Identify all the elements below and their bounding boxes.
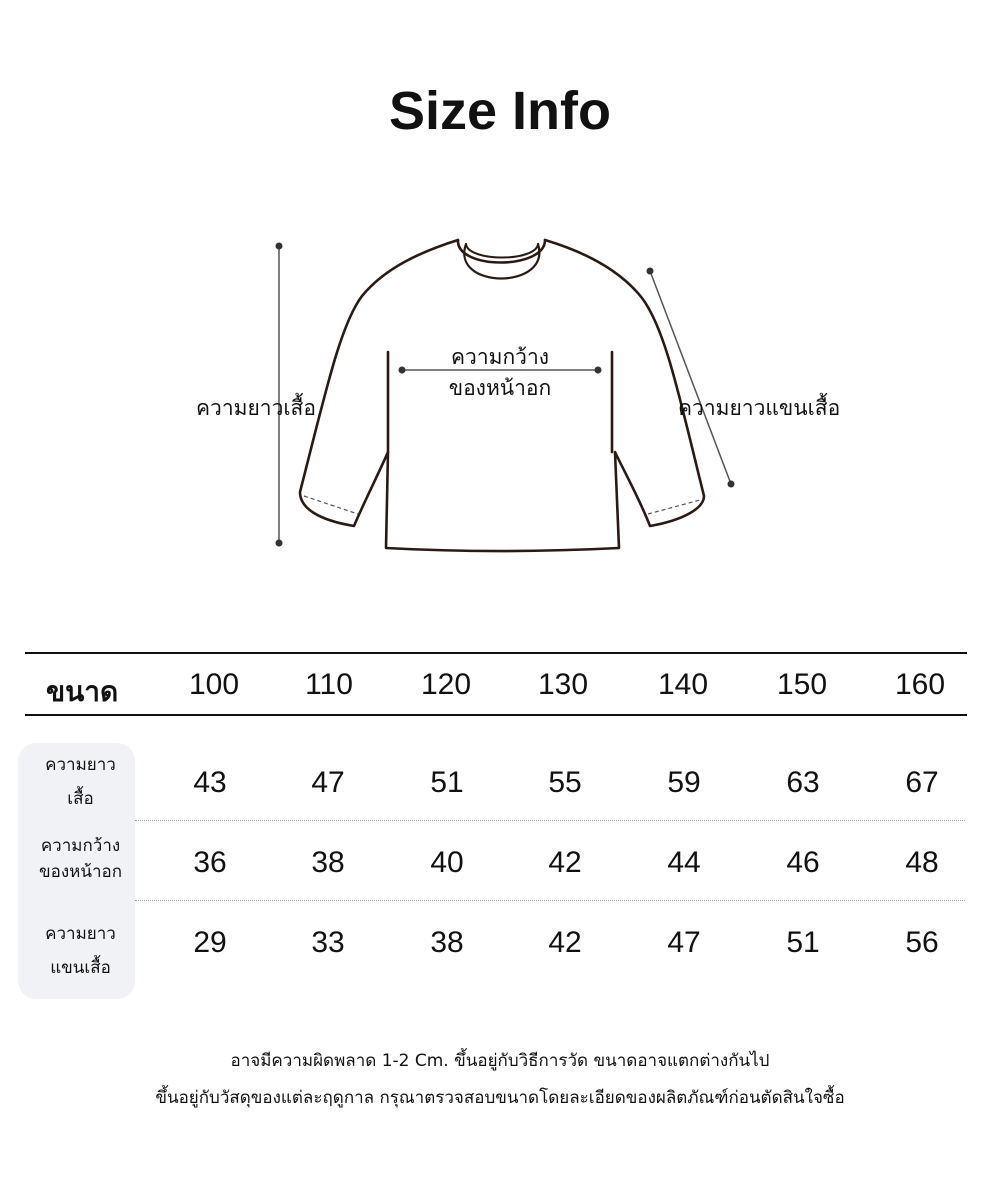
sleeve-label: ความยาวแขนเสื้อ — [678, 396, 841, 420]
chest-label — [420, 342, 580, 404]
table-top-rule — [25, 652, 967, 654]
row-label-line: ของหน้าอก — [38, 862, 122, 882]
table-cell: 51 — [430, 766, 464, 799]
table-cell: 47 — [667, 926, 701, 959]
size-header-130: 130 — [537, 668, 589, 701]
size-header-140: 140 — [657, 668, 709, 701]
row-divider — [135, 900, 965, 901]
table-cell: 44 — [667, 846, 701, 879]
table-cell: 43 — [193, 766, 227, 799]
table-cell: 67 — [905, 766, 939, 799]
table-cell: 59 — [667, 766, 701, 799]
footnote-line2: ขึ้นอยู่กับวัสดุของแต่ละฤดูกาล กรุณาตรวจสอบขนาดโดยละเอียดของผลิตภัณฑ์ก่อนตัดสินใจซื้อ — [155, 1088, 845, 1108]
table-cell: 51 — [786, 926, 820, 959]
table-header-rule — [25, 714, 967, 716]
table-cell: 56 — [905, 926, 939, 959]
size-header-160: 160 — [894, 668, 946, 701]
table-cell: 42 — [548, 846, 582, 879]
table-cell: 63 — [786, 766, 820, 799]
row-label-line: ความกว้าง — [40, 836, 121, 856]
row-divider — [135, 820, 965, 821]
footnote-line1: อาจมีความผิดพลาด 1-2 Cm. ขึ้นอยู่กับวิธีการวัด ขนาดอาจแตกต่างกันไป — [230, 1051, 770, 1071]
size-header-label: ขนาด — [46, 675, 119, 708]
table-cell: 38 — [311, 846, 345, 879]
table-cell: 33 — [311, 926, 345, 959]
table-cell: 40 — [430, 846, 464, 879]
table-cell: 46 — [786, 846, 820, 879]
sleeve-measure-line — [647, 268, 735, 488]
table-cell: 48 — [905, 846, 939, 879]
size-header-100: 100 — [188, 668, 240, 701]
table-cell: 36 — [193, 846, 227, 879]
table-cell: 55 — [548, 766, 582, 799]
chest-label-line1: ความกว้าง — [450, 345, 550, 369]
chest-label-line2: ของหน้าอก — [448, 376, 552, 400]
length-label: ความยาวเสื้อ — [196, 396, 316, 420]
table-cell: 42 — [548, 926, 582, 959]
row-label-chest — [18, 833, 143, 885]
row-label-line: ความยาว — [45, 755, 116, 775]
row-label-length — [18, 748, 143, 816]
table-cell: 47 — [311, 766, 345, 799]
table-cell: 29 — [193, 926, 227, 959]
size-header-110: 110 — [305, 668, 353, 701]
row-label-line: แขนเสื้อ — [50, 958, 111, 978]
table-cell: 38 — [430, 926, 464, 959]
size-header-120: 120 — [420, 668, 472, 701]
row-label-sleeve — [18, 917, 143, 985]
row-label-line: ความยาว — [45, 924, 116, 944]
size-header-150: 150 — [776, 668, 828, 701]
page-title: Size Info — [388, 81, 611, 141]
row-label-line: เสื้อ — [67, 789, 94, 809]
